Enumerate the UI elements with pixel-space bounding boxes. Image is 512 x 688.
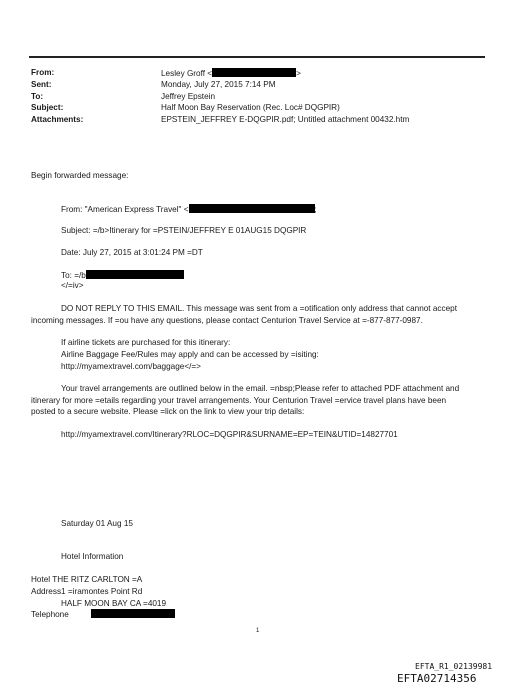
- redaction-box: [189, 204, 315, 213]
- redaction-box: [86, 270, 184, 279]
- to-value: Jeffrey Epstein: [161, 92, 216, 101]
- fwd-from: [61, 204, 317, 215]
- to-label: To:: [31, 92, 44, 101]
- sent-label: Sent:: [31, 80, 52, 89]
- from-value-suffix: >: [296, 69, 301, 78]
- hotel-line: Hotel THE RITZ CARLTON =A: [31, 575, 143, 584]
- airline-line-2: Airline Baggage Fee/Rules may apply and can be accessed by =isiting:: [61, 350, 319, 359]
- itinerary-url: http://myamextravel.com/Itinerary?RLOC=DQGPIR&SURNAME=EP=TEIN&UTID=14827701: [61, 430, 398, 439]
- travel-line-1: Your travel arrangements are outlined below in the email. =nbsp;Please refer to attached PDF attachment and: [61, 384, 460, 393]
- telephone-label: Telephone: [31, 610, 69, 619]
- begin-forwarded: Begin forwarded message:: [31, 171, 129, 180]
- fwd-to-close: </=iv>: [61, 281, 84, 290]
- address-line: Address1 =iramontes Point Rd: [31, 587, 143, 596]
- fwd-from-suffix: ;: [314, 205, 317, 214]
- airline-line-1: If airline tickets are purchased for this itinerary:: [61, 338, 231, 347]
- header-rule: [29, 56, 485, 58]
- telephone-line: [31, 609, 175, 620]
- date-heading: Saturday 01 Aug 15: [61, 519, 133, 528]
- from-value-prefix: Lesley Groff <: [161, 69, 213, 78]
- redaction-box: [212, 68, 296, 77]
- fwd-date: Date: July 27, 2015 at 3:01:24 PM =DT: [61, 248, 203, 257]
- travel-line-2: itinerary for more =etails regarding your travel arrangements. Your Centurion Travel =ervice travel plans have been: [31, 396, 447, 405]
- city-line: HALF MOON BAY CA =4019: [61, 599, 167, 608]
- fwd-to: [61, 270, 184, 281]
- efta-small-label: EFTA_R1_02139981: [415, 662, 493, 671]
- fwd-subject: Subject: =/b>Itinerary for =PSTEIN/JEFFREY E 01AUG15 DQGPIR: [61, 226, 307, 235]
- subject-label: Subject:: [31, 103, 64, 112]
- efta-large-label: EFTA02714356: [397, 672, 477, 685]
- travel-line-3: posted to a secure website. Please =lick on the link to view your trip details:: [31, 407, 305, 416]
- attachments-value: EPSTEIN_JEFFREY E-DQGPIR.pdf; Untitled attachment 00432.htm: [161, 115, 410, 124]
- redaction-box: [91, 609, 175, 618]
- notice-line-1: DO NOT REPLY TO THIS EMAIL. This message was sent from a =otification only address that cannot accept: [61, 304, 457, 313]
- fwd-from-prefix: From: "American Express Travel" <: [61, 205, 189, 214]
- airline-line-3: http://myamextravel.com/baggage</=>: [61, 362, 201, 371]
- page-number: 1: [256, 628, 260, 634]
- notice-line-2: incoming messages. If =ou have any questions, please contact Centurion Travel Service at =-877-877-0987.: [31, 316, 423, 325]
- from-value: [161, 68, 301, 79]
- subject-value: Half Moon Bay Reservation (Rec. Loc# DQGPIR): [161, 103, 340, 112]
- hotel-info-heading: Hotel Information: [61, 552, 124, 561]
- from-label: From:: [31, 68, 55, 77]
- attachments-label: Attachments:: [31, 115, 84, 124]
- fwd-to-prefix: To: =/b: [61, 271, 86, 280]
- sent-value: Monday, July 27, 2015 7:14 PM: [161, 80, 276, 89]
